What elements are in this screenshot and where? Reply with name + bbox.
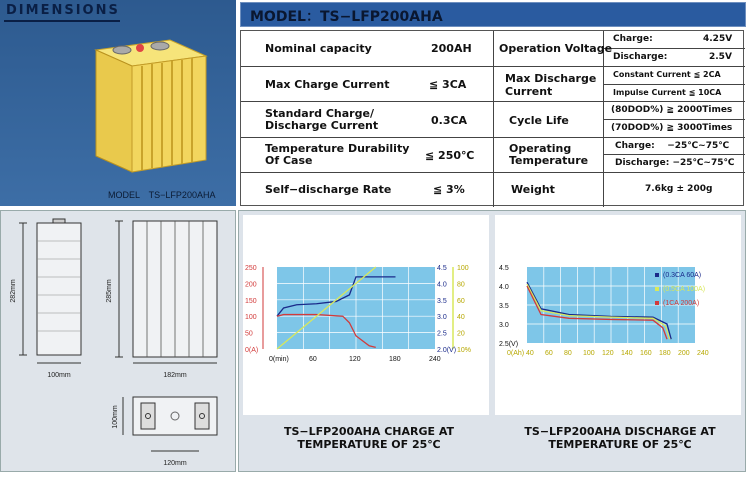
discharge-capacity-tick: 160 [640, 350, 652, 357]
discharge-capacity-tick: 120 [602, 350, 614, 357]
spec-label-max-charge: Max Charge Current [265, 78, 390, 91]
charge-current-tick: 200 [245, 281, 257, 289]
spec-value-standard-current: 0.3CA [431, 114, 468, 127]
model-header: MODEL：TS−LFP200AHA [250, 9, 443, 25]
photo-model-caption: MODEL TS−LFP200AHA [108, 190, 216, 200]
charge-chart [243, 215, 489, 415]
spec-value-weight: 7.6kg ± 200g [645, 184, 713, 194]
cycle-life-70: (70DOD%) ≧ 3000Times [611, 123, 733, 133]
discharge-capacity-tick: 80 [564, 350, 572, 357]
charge-current-tick: 50 [245, 330, 253, 338]
charge-voltage-tick: 4.0 [437, 281, 447, 289]
charge-voltage-tick: 3.0 [437, 314, 447, 322]
discharge-voltage-tick: 3.5 [499, 303, 509, 310]
height1-label: 282mm [10, 279, 17, 303]
discharge-temp: Discharge: −25℃~75℃ [615, 158, 735, 168]
impulse-current: Impulse Current ≦ 10CA [613, 88, 722, 97]
battery-photo [0, 0, 236, 206]
legend-label: (1CA 200A) [663, 300, 700, 307]
discharge-capacity-tick: 140 [621, 350, 633, 357]
width2-label: 182mm [163, 372, 187, 379]
dimension-drawings-panel [0, 210, 236, 472]
discharge-voltage-key: Discharge: [613, 52, 668, 62]
dimensions-title: DIMENSIONS [6, 3, 120, 18]
charge-time-tick: 120 [349, 356, 361, 363]
charge-time-tick: 180 [389, 356, 401, 363]
discharge-voltage-tick: 3.0 [499, 322, 509, 329]
spec-value-temp-durability: ≦ 250℃ [425, 149, 475, 162]
discharge-voltage-tick: 4.0 [499, 284, 509, 291]
charge-temp: Charge: −25℃~75℃ [615, 141, 730, 151]
spec-label-temp-durability: Temperature Durability Of Case [265, 142, 410, 167]
technical-drawings [1, 211, 237, 473]
discharge-capacity-tick: 100 [583, 350, 595, 357]
charge-voltage-key: Charge: [613, 34, 653, 44]
width1-label: 100mm [47, 372, 71, 379]
discharge-voltage-tick: 4.5 [499, 265, 509, 272]
charge-voltage-tick: 3.5 [437, 297, 447, 305]
spec-label-max-discharge: Max Discharge Current [505, 72, 597, 98]
product-photo-panel [0, 0, 236, 206]
depth-side-label: 100mm [112, 405, 119, 429]
discharge-caption: TS−LFP200AHA DISCHARGE AT TEMPERATURE OF 25℃ [524, 425, 716, 451]
spec-label-self-discharge: Self−discharge Rate [265, 183, 392, 196]
legend-label: (0.3CA 60A) [663, 272, 702, 279]
charge-caption: TS−LFP200AHA CHARGE AT TEMPERATURE OF 25℃ [283, 425, 455, 451]
discharge-capacity-tick: 40 [526, 350, 534, 357]
discharge-capacity-tick: 200 [678, 350, 690, 357]
spec-label-operation-voltage: Operation Voltage [499, 42, 613, 55]
title-underline [4, 20, 120, 22]
legend-swatch [655, 273, 659, 277]
legend-label: (0.5CA 100A) [663, 286, 706, 293]
spec-label-operating-temp: Operating Temperature [509, 142, 589, 167]
spec-label-nominal-capacity: Nominal capacity [265, 42, 372, 55]
discharge-voltage-value: 2.5V [709, 52, 732, 62]
discharge-voltage-tick: 2.5(V) [499, 341, 519, 348]
legend-swatch [655, 301, 659, 305]
discharge-capacity-tick: 180 [659, 350, 671, 357]
legend-swatch [655, 287, 659, 291]
charge-soc-tick: 20 [457, 330, 465, 338]
charge-voltage-value: 4.25V [703, 34, 733, 44]
charge-current-tick: 0(A) [245, 347, 259, 354]
spec-label-weight: Weight [511, 183, 555, 196]
charge-time-tick: 0(min) [269, 356, 289, 363]
constant-current: Constant Current ≦ 2CA [613, 70, 721, 79]
charge-soc-tick: 100 [457, 265, 469, 272]
charge-voltage-tick: 2.5 [437, 330, 447, 338]
discharge-capacity-tick: 60 [545, 350, 553, 357]
discharge-chart [495, 215, 741, 415]
charge-soc-tick: 40 [457, 314, 465, 322]
height2-label: 285mm [106, 279, 113, 303]
charge-current-tick: 100 [245, 314, 257, 322]
charge-time-tick: 60 [309, 356, 317, 363]
spec-label-cycle-life: Cycle Life [509, 114, 569, 127]
charge-soc-tick: 60 [457, 297, 465, 305]
charge-current-tick: 150 [245, 297, 257, 305]
depth-bottom-label: 120mm [163, 460, 187, 467]
charge-soc-tick: 10% [457, 347, 472, 354]
charge-time-tick: 240 [429, 356, 441, 363]
spec-value-self-discharge: ≦ 3% [433, 183, 465, 196]
discharge-capacity-tick: 240 [697, 350, 709, 357]
charge-voltage-tick: 2.0(V) [437, 347, 457, 354]
charts-panel [238, 210, 746, 472]
cycle-life-80: (80DOD%) ≧ 2000Times [611, 105, 733, 115]
spec-table [240, 30, 744, 206]
charge-current-tick: 250 [245, 265, 257, 272]
charge-voltage-tick: 4.5 [437, 265, 447, 272]
discharge-capacity-tick: 0(Ah) [507, 350, 525, 357]
spec-value-max-charge: ≦ 3CA [429, 78, 467, 91]
charge-soc-tick: 80 [457, 281, 465, 289]
spec-value-nominal-capacity: 200AH [431, 42, 472, 55]
spec-label-standard-current: Standard Charge/ Discharge Current [265, 107, 379, 132]
